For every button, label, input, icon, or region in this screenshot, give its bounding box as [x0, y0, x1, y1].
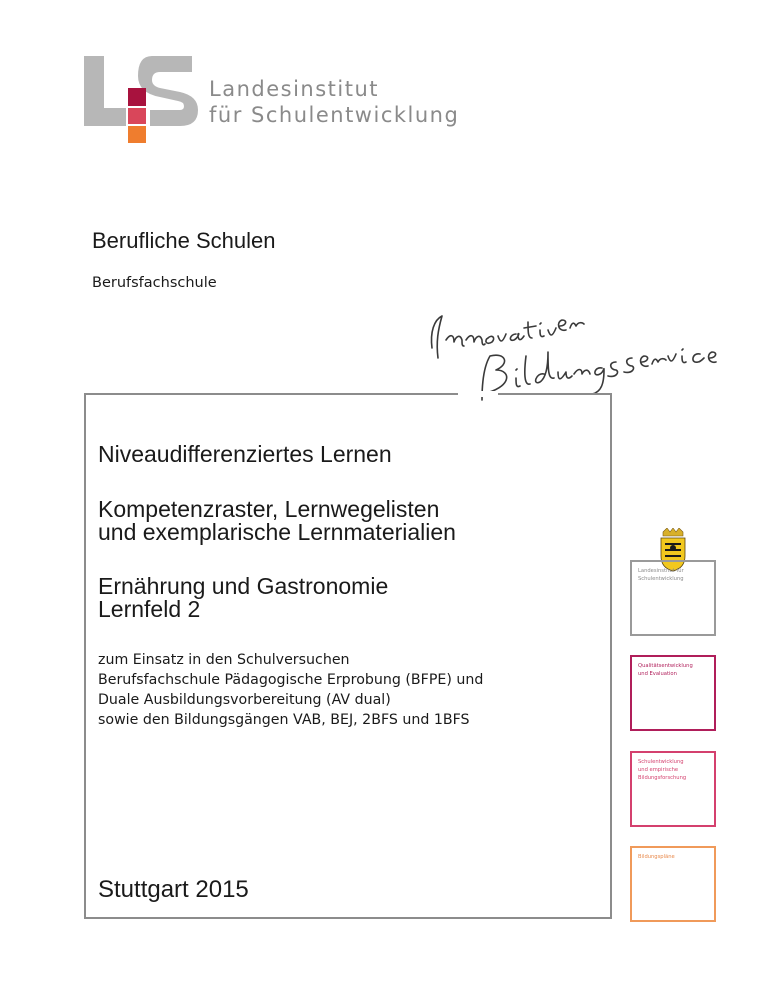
side-box-bildungsplaene [630, 846, 716, 922]
footer-place-year: Stuttgart 2015 [98, 876, 249, 903]
page-title: Berufliche Schulen [92, 228, 276, 253]
lis-logo-mark [82, 52, 207, 147]
side-box-label: Bildungspläne [638, 854, 675, 860]
subheading-line-1: Kompetenzraster, Lernwegelisten [98, 496, 440, 522]
side-box-label: Landesinstitut für Schulentwicklung [638, 568, 684, 582]
subheading-line-2: und exemplarische Lernmaterialien [98, 519, 456, 545]
body-line-2: Berufsfachschule Pädagogische Erprobung (BFPE) und [98, 672, 484, 688]
side-box-label: Qualitätsentwicklung und Evaluation [638, 663, 693, 677]
body-line-1: zum Einsatz in den Schulversuchen [98, 652, 350, 668]
logo-text-line2: für Schulentwicklung [209, 103, 460, 127]
frame-gap [458, 391, 498, 397]
side-box-landesinstitut [630, 560, 716, 636]
side-box-label: Schulentwicklung und empirische Bildungsforschung [638, 759, 687, 781]
topic-line-2: Lernfeld 2 [98, 596, 201, 622]
main-heading: Niveaudifferenziertes Lernen [98, 441, 392, 467]
lis-logo [82, 52, 462, 147]
topic-line-1: Ernährung und Gastronomie [98, 573, 389, 599]
logo-text-line1: Landesinstitut [209, 77, 379, 101]
side-box-qualitaetsentwicklung [630, 655, 716, 731]
page-subtitle: Berufsfachschule [92, 275, 217, 291]
body-line-4: sowie den Bildungsgängen VAB, BEJ, 2BFS und 1BFS [98, 712, 470, 728]
side-box-schulentwicklung [630, 751, 716, 827]
body-line-3: Duale Ausbildungsvorbereitung (AV dual) [98, 692, 391, 708]
